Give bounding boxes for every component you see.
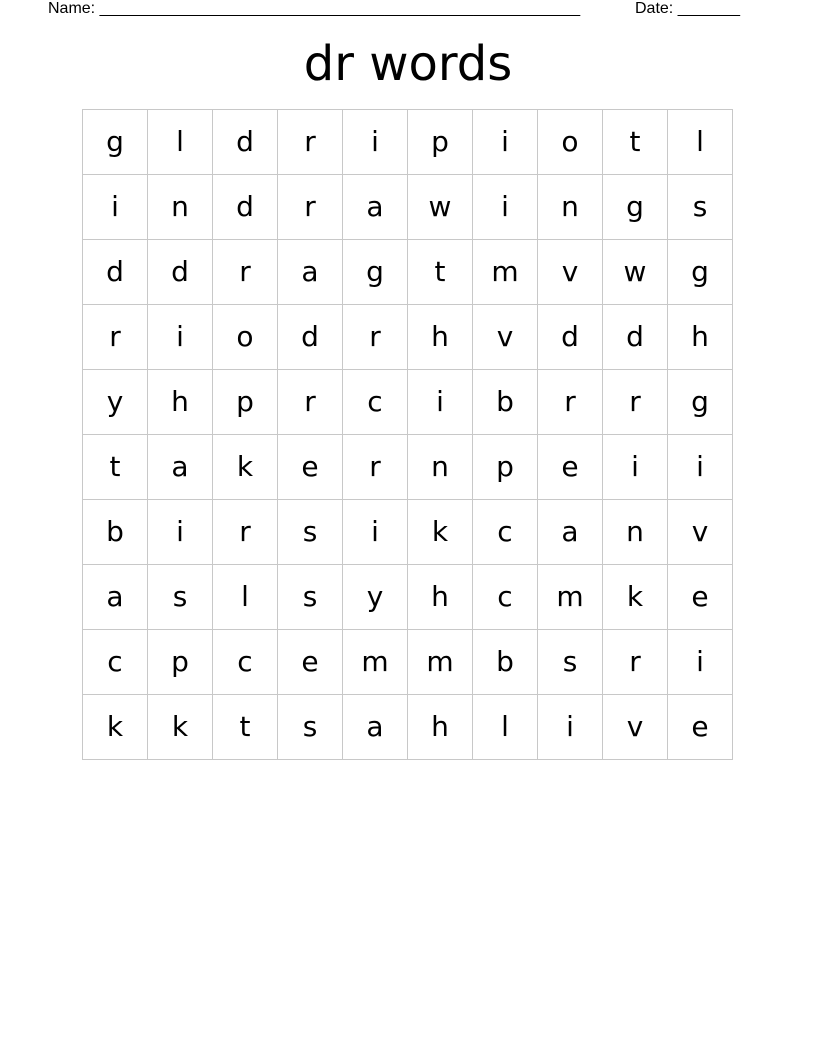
grid-cell: r xyxy=(343,305,408,370)
grid-cell: l xyxy=(473,695,538,760)
grid-cell: b xyxy=(473,630,538,695)
header xyxy=(48,0,740,18)
grid-cell: h xyxy=(408,695,473,760)
grid-cell: o xyxy=(538,110,603,175)
grid-cell: c xyxy=(473,565,538,630)
grid-cell: l xyxy=(148,110,213,175)
grid-row xyxy=(83,370,733,435)
grid-cell: e xyxy=(278,435,343,500)
grid-cell: r xyxy=(603,630,668,695)
grid-cell: r xyxy=(213,500,278,565)
grid-cell: n xyxy=(408,435,473,500)
grid-cell: k xyxy=(148,695,213,760)
grid-cell: r xyxy=(538,370,603,435)
grid-cell: a xyxy=(83,565,148,630)
grid-cell: i xyxy=(473,175,538,240)
grid-cell: d xyxy=(213,175,278,240)
grid-cell: b xyxy=(83,500,148,565)
grid-cell: e xyxy=(668,695,733,760)
grid-cell: p xyxy=(148,630,213,695)
grid-row xyxy=(83,565,733,630)
grid-cell: m xyxy=(408,630,473,695)
grid-row xyxy=(83,500,733,565)
grid-cell: d xyxy=(538,305,603,370)
date-line xyxy=(635,0,740,18)
grid-cell: k xyxy=(83,695,148,760)
grid-cell: n xyxy=(603,500,668,565)
grid-cell: a xyxy=(278,240,343,305)
grid-cell: i xyxy=(148,305,213,370)
grid-cell: i xyxy=(668,435,733,500)
grid-cell: m xyxy=(473,240,538,305)
date-label: Date: xyxy=(635,0,674,17)
grid-cell: a xyxy=(343,175,408,240)
page-title: dr words xyxy=(303,36,513,92)
grid-cell: c xyxy=(343,370,408,435)
grid-cell: v xyxy=(538,240,603,305)
grid-cell: r xyxy=(83,305,148,370)
grid-row xyxy=(83,435,733,500)
grid-cell: i xyxy=(343,110,408,175)
grid-row xyxy=(83,175,733,240)
grid-row xyxy=(83,110,733,175)
grid-cell: c xyxy=(213,630,278,695)
grid-cell: h xyxy=(408,305,473,370)
grid-cell: a xyxy=(538,500,603,565)
grid-cell: h xyxy=(148,370,213,435)
grid-cell: l xyxy=(668,110,733,175)
grid-cell: a xyxy=(343,695,408,760)
grid-cell: m xyxy=(343,630,408,695)
name-label: Name: xyxy=(48,0,96,17)
grid-cell: w xyxy=(603,240,668,305)
grid-cell: k xyxy=(213,435,278,500)
grid-cell: e xyxy=(668,565,733,630)
grid-cell: d xyxy=(278,305,343,370)
grid-row xyxy=(83,630,733,695)
grid-cell: p xyxy=(408,110,473,175)
grid-cell: g xyxy=(668,370,733,435)
grid-cell: i xyxy=(668,630,733,695)
grid-cell: i xyxy=(408,370,473,435)
grid-cell: e xyxy=(278,630,343,695)
grid-cell: s xyxy=(538,630,603,695)
grid-cell: l xyxy=(213,565,278,630)
grid-cell: g xyxy=(603,175,668,240)
grid-cell: d xyxy=(148,240,213,305)
grid-cell: s xyxy=(148,565,213,630)
grid-cell: y xyxy=(83,370,148,435)
grid-cell: w xyxy=(408,175,473,240)
grid-cell: h xyxy=(408,565,473,630)
grid-cell: t xyxy=(408,240,473,305)
grid-cell: e xyxy=(538,435,603,500)
grid-cell: r xyxy=(213,240,278,305)
grid-row xyxy=(83,695,733,760)
grid-cell: i xyxy=(538,695,603,760)
grid-cell: y xyxy=(343,565,408,630)
grid-cell: n xyxy=(538,175,603,240)
grid-cell: i xyxy=(343,500,408,565)
grid-cell: n xyxy=(148,175,213,240)
grid-cell: h xyxy=(668,305,733,370)
grid-cell: p xyxy=(213,370,278,435)
grid-cell: c xyxy=(473,500,538,565)
grid-cell: m xyxy=(538,565,603,630)
grid-cell: t xyxy=(603,110,668,175)
grid-cell: g xyxy=(83,110,148,175)
grid-cell: r xyxy=(278,175,343,240)
grid-cell: r xyxy=(278,370,343,435)
name-line xyxy=(48,0,580,18)
grid-cell: c xyxy=(83,630,148,695)
grid-cell: i xyxy=(473,110,538,175)
name-blank: ______________________________________________________ xyxy=(99,0,581,17)
grid-cell: d xyxy=(213,110,278,175)
grid-cell: r xyxy=(278,110,343,175)
date-blank: _______ xyxy=(677,0,740,17)
grid-row xyxy=(83,240,733,305)
grid-cell: t xyxy=(83,435,148,500)
grid-cell: a xyxy=(148,435,213,500)
grid-cell: i xyxy=(603,435,668,500)
grid-cell: o xyxy=(213,305,278,370)
grid-cell: s xyxy=(278,695,343,760)
grid-cell: p xyxy=(473,435,538,500)
grid-cell: g xyxy=(668,240,733,305)
grid-cell: k xyxy=(603,565,668,630)
grid-cell: b xyxy=(473,370,538,435)
grid-cell: s xyxy=(278,500,343,565)
grid-cell: k xyxy=(408,500,473,565)
grid-cell: i xyxy=(148,500,213,565)
grid-cell: d xyxy=(603,305,668,370)
grid-cell: s xyxy=(278,565,343,630)
word-search-grid xyxy=(82,109,733,760)
grid-cell: i xyxy=(83,175,148,240)
grid-cell: s xyxy=(668,175,733,240)
grid-row xyxy=(83,305,733,370)
grid-cell: v xyxy=(603,695,668,760)
grid-cell: t xyxy=(213,695,278,760)
grid-cell: r xyxy=(343,435,408,500)
grid-cell: g xyxy=(343,240,408,305)
grid-cell: v xyxy=(473,305,538,370)
grid-cell: v xyxy=(668,500,733,565)
grid-cell: d xyxy=(83,240,148,305)
grid-cell: r xyxy=(603,370,668,435)
